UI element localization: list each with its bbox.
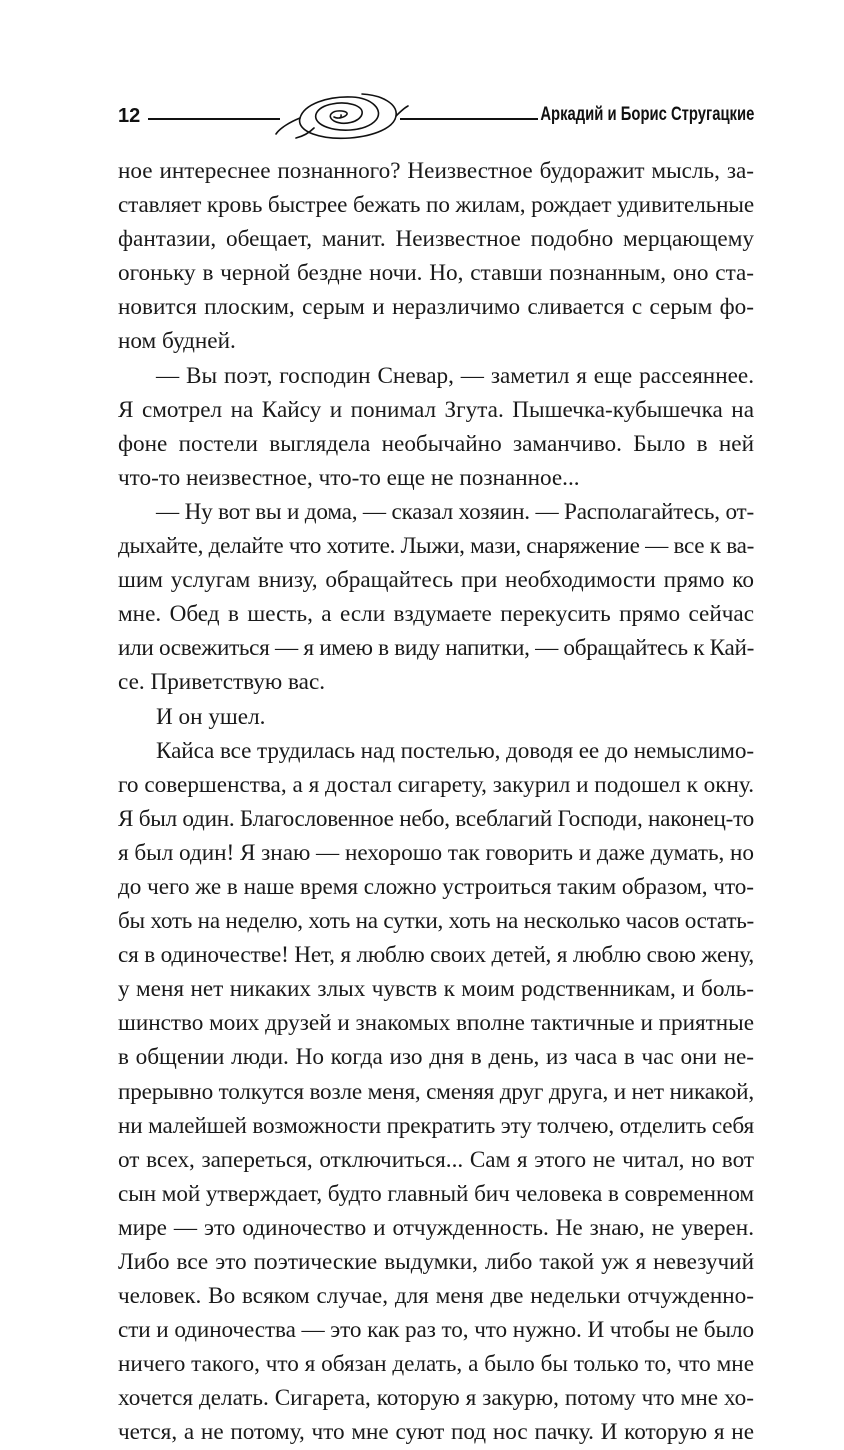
text-line: в общении люди. Но когда изо дня в день, из часа в час они не- [118,1044,754,1071]
text-line: ни малейшей возможности прекратить эту толчею, отделить себя [118,1112,754,1139]
text-line: бы хоть на неделю, хоть на сутки, хоть на несколько часов остать- [118,908,755,935]
text-line: Либо все это поэтические выдумки, либо такой уж я невезучий [118,1249,754,1275]
text-line: до чего же в наше время сложно устроиться таким образом, что- [118,873,754,900]
text-line: чется, а не потому, что мне суют под нос пачку. И которую я не [118,1419,754,1446]
text-line: се. Приветствую вас. [118,669,326,696]
text-line: го совершенства, а я достал сигарету, закурил и подошел к окну. [118,771,754,798]
text-line: огоньку в черной бездне ночи. Но, ставши познанным, оно ста- [118,260,754,287]
text-line: мире — это одиночество и отчужденность. Не знаю, не уверен. [118,1214,754,1241]
text-line: ное интереснее познанного? Неизвестное будоражит мысль, за- [118,158,754,184]
text-line: ном будней. [118,328,236,355]
text-line: Я был один. Благословенное небо, всеблагий Господи, наконец-то [118,805,754,832]
header-rule-left [148,118,280,120]
text-line: — Вы поэт, господин Сневар, — заметил я еще рассеяннее. [156,362,754,389]
page-number: 12 [118,105,141,127]
text-line: хочется делать. Сигарета, которую я закурю, потому что мне хо- [118,1385,754,1412]
text-line: дыхайте, делайте что хотите. Лыжи, мази, снаряжение — все к ва- [118,533,754,560]
text-line: сын мой утверждает, будто главный бич человека в современном [118,1180,754,1207]
text-line: Я смотрел на Кайсу и понимал Згута. Пышечка-кубышечка на [118,396,754,423]
text-line: Кайса все трудилась над постелью, доводя ее до немыслимо- [156,737,754,764]
text-line: фоне постели выглядела необычайно заманчиво. Было в ней [118,430,754,457]
body-text [118,154,754,1450]
text-line: я был один! Я знаю — нехорошо так говорить и даже думать, но [118,839,754,866]
text-line: фантазии, обещает, манит. Неизвестное подобно мерцающему [118,226,754,253]
text-line: прерывно толкутся возле меня, сменяя друг друга, и нет никакой, [118,1078,754,1105]
text-line: новится плоским, серым и неразличимо сливается с серым фо- [118,294,754,321]
text-line: ставляет кровь быстрее бежать по жилам, рождает удивительные [118,192,754,219]
header-rule-right [400,118,538,120]
text-line: ся в одиночестве! Нет, я люблю своих детей, я люблю свою жену, [118,942,754,969]
text-line: шим услугам внизу, обращайтесь при необходимости прямо ко [118,567,754,594]
text-line: от всех, запереться, отключиться... Сам я этого не читал, но вот [118,1146,754,1173]
text-line: что-то неизвестное, что-то еще не познанное... [118,464,580,491]
text-line: И он ушел. [156,703,266,730]
text-line: шинство моих друзей и знакомых вполне тактичные и приятные [118,1010,754,1037]
text-line: мне. Обед в шесть, а если вздумаете перекусить прямо сейчас [118,601,754,628]
running-header [118,92,754,144]
spiral-ornament-icon [270,92,410,144]
text-line: у меня нет никаких злых чувств к моим родственникам, и боль- [118,976,754,1003]
header-author: Аркадий и Борис Стругацкие [540,104,754,125]
text-line: или освежиться — я имею в виду напитки, — обращайтесь к Кай- [118,635,754,662]
text-line: — Ну вот вы и дома, — сказал хозяин. — Располагайтесь, от- [156,498,754,525]
text-line: сти и одиночества — это как раз то, что нужно. И чтобы не было [118,1317,754,1344]
text-line: человек. Во всяком случае, для меня две недельки отчужденно- [118,1283,754,1310]
text-line: ничего такого, что я обязан делать, а было бы только то, что мне [118,1351,754,1378]
